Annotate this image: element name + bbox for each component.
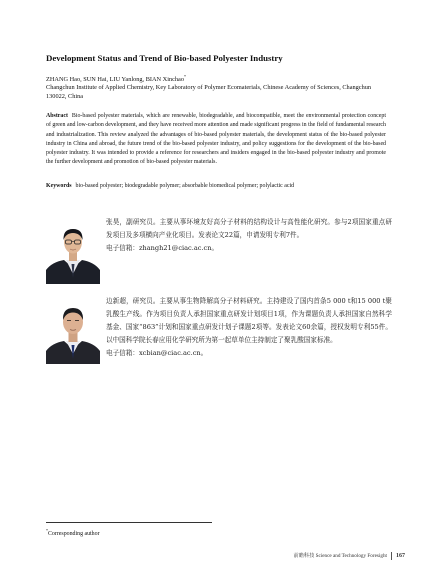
paper-title: Development Status and Trend of Bio-based Polyester Industry bbox=[46, 53, 283, 63]
portrait-1-image bbox=[46, 218, 100, 284]
footer-separator bbox=[391, 552, 392, 560]
abstract-label: Abstract bbox=[46, 113, 68, 119]
paper-affiliation: Changchun Institute of Applied Chemistry, Key Laboratory of Polymer Ecomaterials, Chinese Academy of Sciences, Changchun 130022, China bbox=[46, 84, 372, 100]
portrait-2-image bbox=[46, 298, 100, 364]
page-number: 167 bbox=[396, 553, 405, 559]
author-bio-2 bbox=[106, 295, 392, 360]
keywords bbox=[46, 182, 386, 190]
author-bio-1 bbox=[106, 216, 392, 255]
footnote-divider bbox=[46, 522, 212, 523]
journal-name: 前瞻科技 Science and Technology Foresight bbox=[293, 553, 387, 559]
page-footer bbox=[294, 552, 405, 560]
authors-names: ZHANG Hao, SUN Hai, LIU Yanlong, BIAN Xinchao bbox=[46, 76, 184, 84]
bio-1-text: 张昊，副研究员。主要从事环境友好高分子材料的结构设计与高性能化研究。参与2项国家重点研发项目及多项横向产业化项目。发表论文22篇，申请发明专利7件。 bbox=[106, 218, 392, 239]
bio-2-email: 电子信箱：xcbian@ciac.ac.cn。 bbox=[106, 349, 208, 357]
footnote bbox=[46, 527, 100, 538]
footnote-mark: * bbox=[46, 528, 48, 533]
author-photo-1 bbox=[46, 218, 100, 284]
abstract-text: Bio-based polyester materials, which are renewable, biodegradable, and biocompatible, meet the environmental protection concept of green and low-carbon development, and they have received more attention and made significant progress in the field of fundamental research and industrialization. This review analyzed the advantages of bio-based polyester materials, the development status of the bio-based polyester industry in China and abroad, the future trend of the bio-based polyester industry, and policy suggestions for the development of the bio-based polyester industry. It was intended to provide a reference for researchers and insiders engaged in the bio-based polyester industry and promote the further development and promotion of bio-based polyester materials. bbox=[46, 113, 386, 166]
corresponding-mark: * bbox=[184, 74, 186, 79]
keywords-text: bio-based polyester; biodegradable polymer; absorbable biomedical polymer; polylactic acid bbox=[75, 183, 295, 189]
abstract bbox=[46, 112, 386, 168]
footnote-text: Corresponding author bbox=[48, 530, 100, 537]
keywords-label: Keywords bbox=[46, 183, 72, 189]
author-photo-2 bbox=[46, 298, 100, 364]
bio-1-email: 电子信箱：zhangh21@ciac.ac.cn。 bbox=[106, 244, 219, 252]
bio-2-text: 边新超，研究员。主要从事生物降解高分子材料研究。主持建设了国内首条5 000 t和15 000 t聚乳酸生产线。作为项目负责人承担国家重点研发计划项目1项，作为课题负责人承担国家自然科学基金、国家“863”计划和国家重点研发计划子课题2项等。发表论文60余篇，授权发明专利55件。以中国科学院长春应用化学研究所为第一起草单位主持制定了聚乳酸国家标准。 bbox=[106, 297, 392, 344]
